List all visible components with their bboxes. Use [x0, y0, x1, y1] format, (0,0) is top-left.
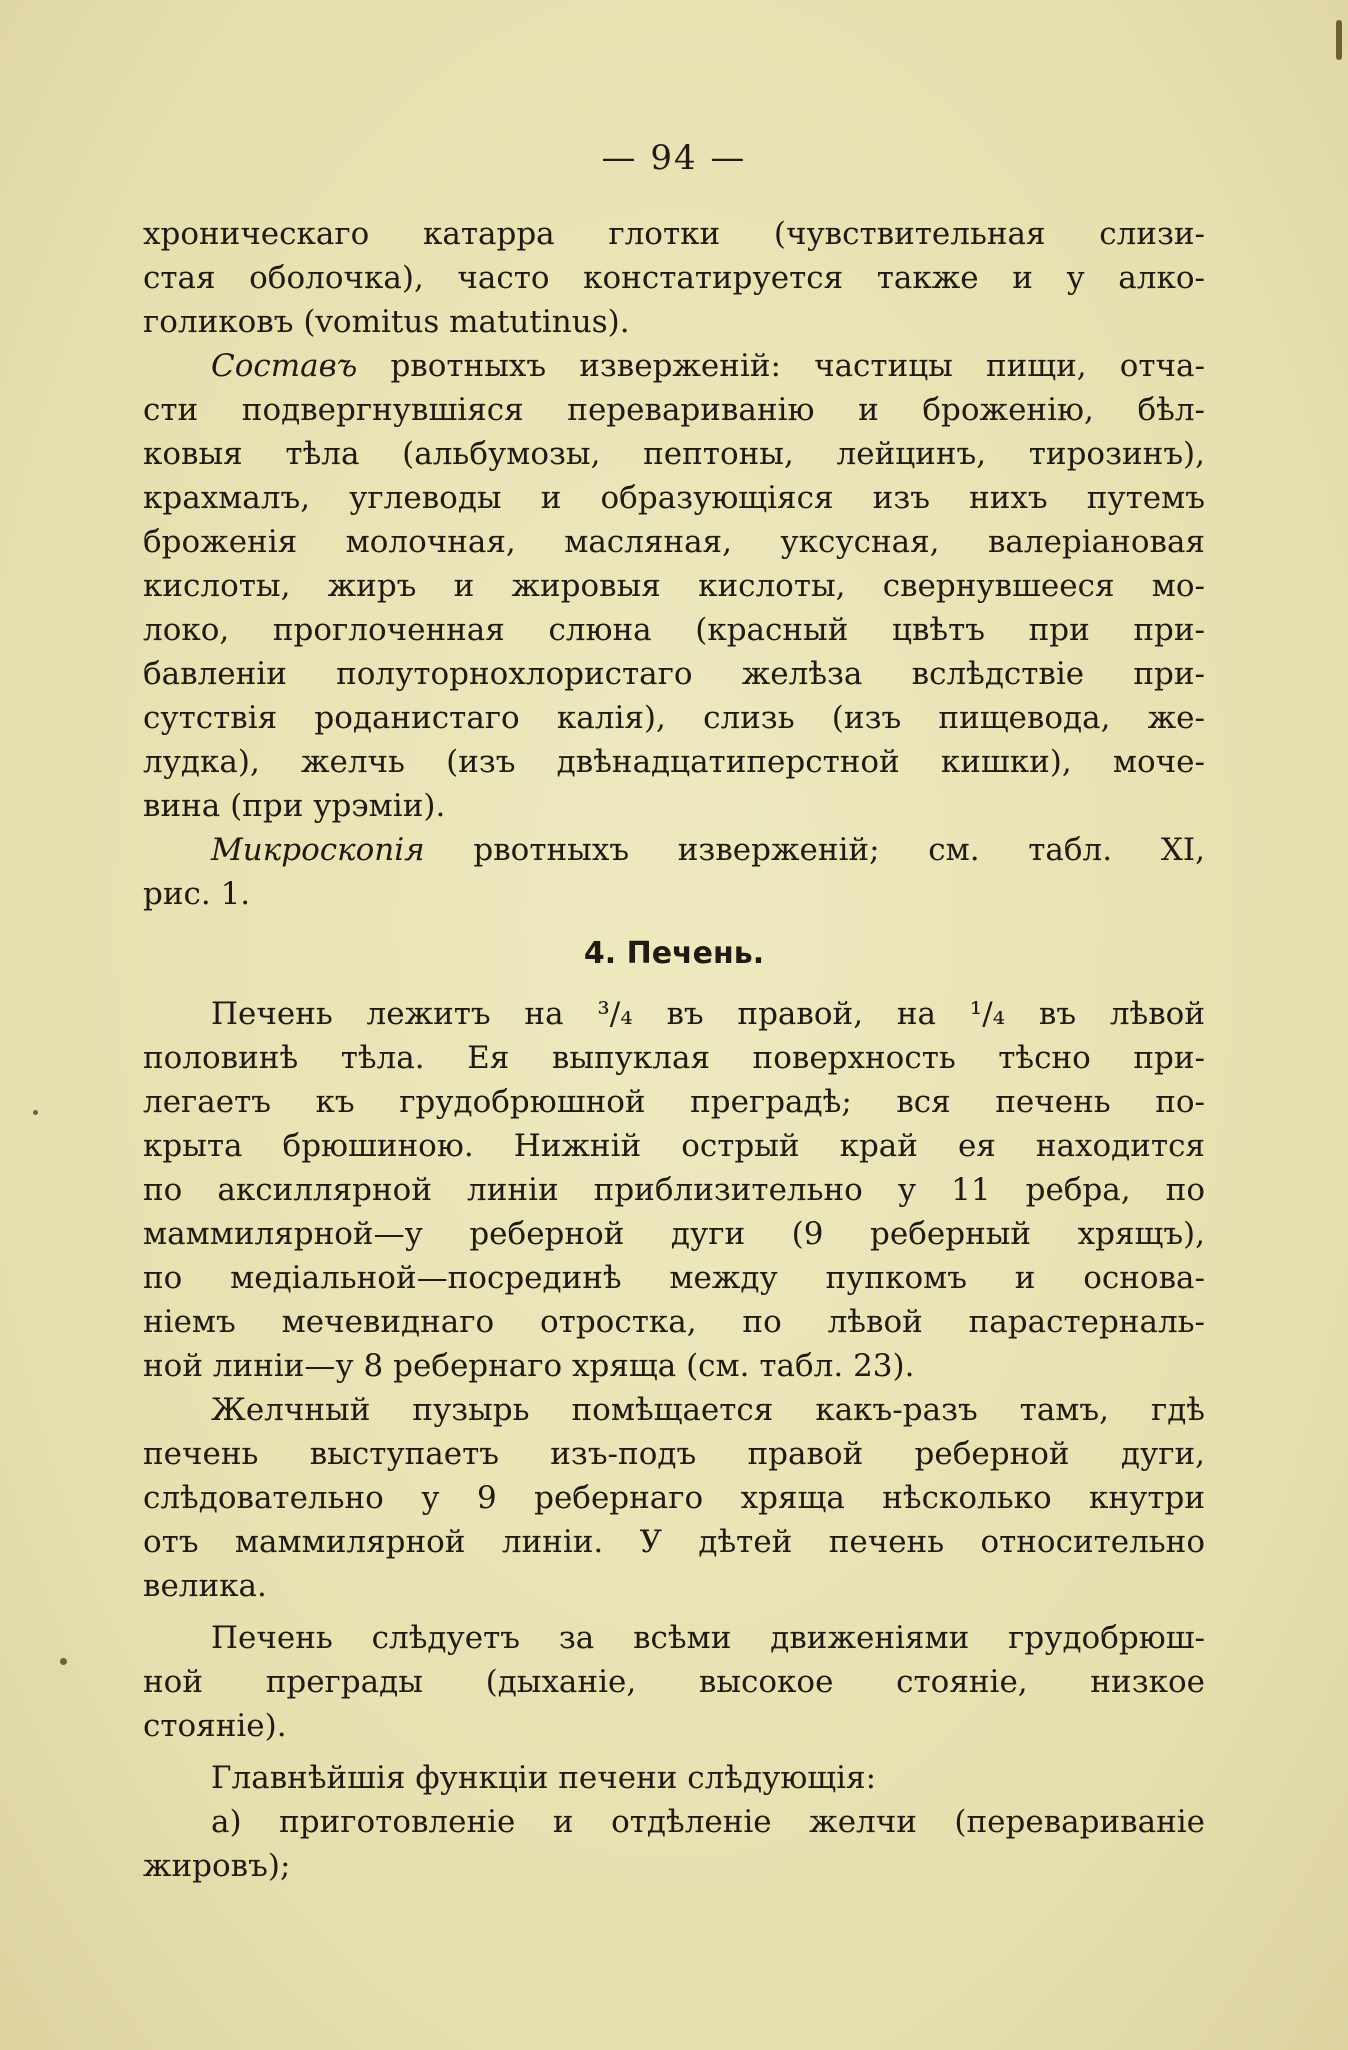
text-line: вина (при урэміи). [143, 788, 446, 824]
text-line: слѣдовательно у 9 ребернаго хряща нѣсколько кнутри [143, 1480, 1205, 1516]
text-line: броженія молочная, масляная, уксусная, валеріановая [143, 524, 1205, 560]
text-line: стояніе). [143, 1708, 287, 1744]
print-speck [60, 1658, 67, 1665]
italic-term: Составъ [211, 348, 358, 384]
text-line: маммилярной—у реберной дуги (9 реберный хрящъ), [143, 1216, 1205, 1252]
text-line: легаетъ къ грудобрюшной преградѣ; вся печень по- [143, 1084, 1205, 1120]
text-line: крахмалъ, углеводы и образующіяся изъ нихъ путемъ [143, 480, 1205, 516]
text-line: Печень слѣдуетъ за всѣми движеніями грудобрюш- [211, 1620, 1205, 1656]
text-line: ковыя тѣла (альбумозы, пептоны, лейцинъ, тирозинъ), [143, 436, 1205, 472]
text-line: ной преграды (дыханіе, высокое стояніе, низкое [143, 1664, 1205, 1700]
italic-term: Микроскопія [211, 832, 425, 868]
text-line: велика. [143, 1568, 267, 1604]
text-line: рис. 1. [143, 876, 251, 912]
page-text [143, 212, 1205, 1888]
text-line: ніемъ мечевиднаго отростка, по лѣвой парастерналь- [143, 1304, 1205, 1340]
text-line: голиковъ (vomitus matutinus). [143, 304, 630, 340]
text-line: сти подвергнувшіяся перевариванію и броженію, бѣл- [143, 392, 1205, 428]
text-line: локо, проглоченная слюна (красный цвѣтъ при при- [143, 612, 1205, 648]
text-line: стая оболочка), часто констатируется также и у алко- [143, 260, 1205, 296]
text-run: рвотныхъ изверженій: частицы пищи, отча- [357, 348, 1205, 384]
text-line: а) приготовленіе и отдѣленіе желчи (перевариваніе [211, 1804, 1205, 1840]
text-line: лудка), желчь (изъ двѣнадцатиперстной кишки), моче- [143, 744, 1205, 780]
section-heading: 4. Печень. [583, 936, 765, 971]
text-line: жировъ); [143, 1848, 291, 1884]
text-line: сутствія роданистаго калія), слизь (изъ пищевода, же- [143, 700, 1205, 736]
text-line: по аксиллярной линіи приблизительно у 11 ребра, по [143, 1172, 1205, 1208]
text-line [143, 344, 1205, 388]
text-line [143, 828, 1205, 872]
text-line: Печень лежитъ на ³/₄ въ правой, на ¹/₄ въ лѣвой [211, 996, 1205, 1032]
text-line: ной линіи—у 8 ребернаго хряща (см. табл. 23). [143, 1348, 915, 1384]
page-edge-mark [1336, 20, 1342, 60]
text-line: отъ маммилярной линіи. У дѣтей печень относительно [143, 1524, 1205, 1560]
text-line: бавленіи полуторнохлористаго желѣза вслѣдствіе при- [143, 656, 1205, 692]
text-line: кислоты, жиръ и жировыя кислоты, свернувшееся мо- [143, 568, 1205, 604]
text-line: Желчный пузырь помѣщается какъ-разъ тамъ, гдѣ [211, 1392, 1205, 1428]
page-number: — 94 — [601, 138, 747, 178]
text-line: половинѣ тѣла. Ея выпуклая поверхность тѣсно при- [143, 1040, 1205, 1076]
text-run: рвотныхъ изверженій; см. табл. XI, [424, 832, 1205, 868]
text-line: по медіальной—посрединѣ между пупкомъ и основа- [143, 1260, 1205, 1296]
text-line: крыта брюшиною. Нижній острый край ея находится [143, 1128, 1205, 1164]
print-speck [33, 1110, 38, 1115]
text-line: печень выступаетъ изъ-подъ правой реберной дуги, [143, 1436, 1205, 1472]
text-line: хроническаго катарра глотки (чувствительная слизи- [143, 216, 1205, 252]
text-line: Главнѣйшія функціи печени слѣдующія: [211, 1760, 877, 1796]
